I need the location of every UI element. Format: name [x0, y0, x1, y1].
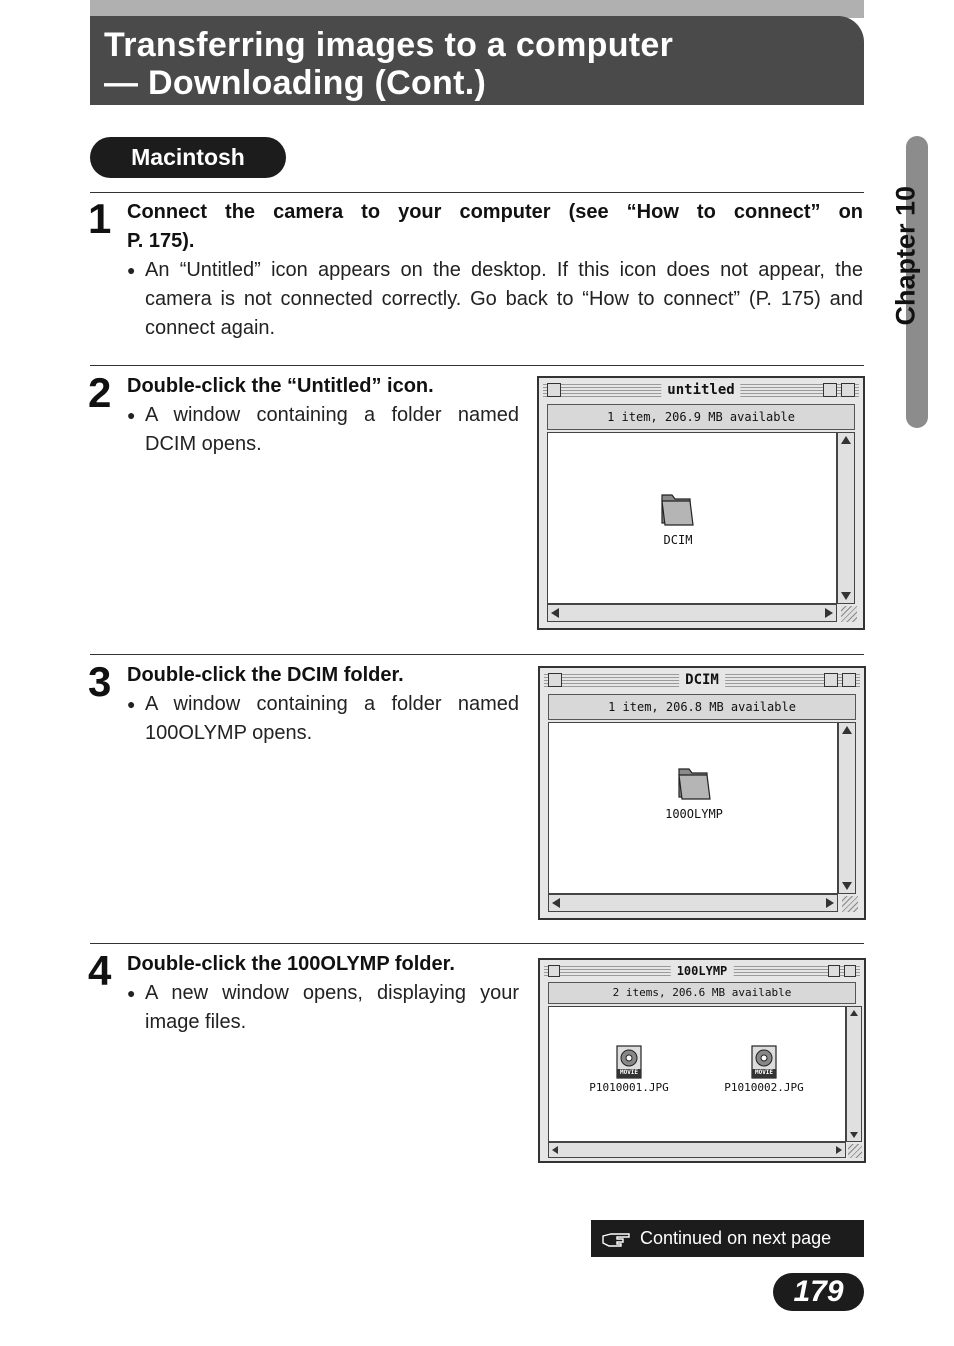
file-badge: MOVIE: [619, 1069, 639, 1076]
horizontal-scrollbar[interactable]: [548, 1142, 846, 1158]
step-heading-line1: Connect the camera to your computer (see “How to connect” on: [127, 201, 863, 223]
window-title: DCIM: [679, 671, 725, 689]
horizontal-scrollbar[interactable]: [548, 894, 838, 912]
vertical-scrollbar[interactable]: [846, 1006, 862, 1142]
finder-window-untitled[interactable]: [537, 376, 865, 630]
resize-grip-icon[interactable]: [841, 606, 857, 622]
close-box-icon[interactable]: [547, 383, 561, 397]
scroll-up-arrow-icon[interactable]: [840, 435, 852, 445]
window-title: 100LYMP: [671, 964, 734, 978]
window-content: [547, 432, 837, 604]
pointing-hand-icon: [601, 1228, 633, 1248]
page-number: 179: [773, 1273, 864, 1311]
step-bullet: [127, 690, 519, 748]
step-number: 2: [88, 369, 110, 416]
file-label: P1010002.JPG: [724, 1081, 804, 1094]
resize-grip-icon[interactable]: [842, 896, 858, 912]
finder-window-dcim[interactable]: [538, 666, 866, 920]
window-content: [548, 1006, 846, 1142]
step-number: 1: [88, 195, 110, 242]
file-label: P1010001.JPG: [589, 1081, 669, 1094]
scroll-up-arrow-icon[interactable]: [841, 725, 853, 735]
bullet-dot-icon: ●: [127, 262, 136, 278]
step-bullet-text: An “Untitled” icon appears on the desktop. If this icon does not appear, the camera is not connected correctly. Go back to “How to connect” (P. 175) and connect again.: [145, 259, 863, 339]
window-info-bar: 2 items, 206.6 MB available: [548, 982, 856, 1004]
step-heading: Double-click the DCIM folder.: [127, 664, 404, 686]
scroll-down-arrow-icon[interactable]: [849, 1131, 859, 1139]
page-title-line1: Transferring images to a computer: [104, 26, 674, 64]
window-content: [548, 722, 838, 894]
scroll-right-arrow-icon[interactable]: [835, 1145, 843, 1155]
scroll-left-arrow-icon[interactable]: [551, 1145, 559, 1155]
continued-text: Continued on next page: [640, 1228, 832, 1248]
collapse-box-icon[interactable]: [842, 673, 856, 687]
window-titlebar[interactable]: [543, 382, 859, 398]
zoom-box-icon[interactable]: [824, 673, 838, 687]
continued-banner: [591, 1220, 864, 1257]
folder-icon[interactable]: [677, 765, 711, 801]
divider: [90, 654, 864, 655]
section-label: Macintosh: [90, 137, 286, 178]
vertical-scrollbar[interactable]: [837, 432, 855, 604]
scroll-down-arrow-icon[interactable]: [841, 881, 853, 891]
step-bullet: [127, 979, 519, 1037]
chapter-label: Chapter 10: [890, 185, 921, 326]
page-title-line2: — Downloading (Cont.): [104, 64, 487, 102]
file-badge: MOVIE: [754, 1069, 774, 1076]
step-number: 3: [88, 658, 110, 705]
page-title: [104, 26, 844, 102]
horizontal-scrollbar[interactable]: [547, 604, 837, 622]
collapse-box-icon[interactable]: [844, 965, 856, 977]
scroll-right-arrow-icon[interactable]: [825, 897, 835, 909]
collapse-box-icon[interactable]: [841, 383, 855, 397]
step-bullet-text: A window containing a folder named 100OLYMP opens.: [145, 693, 519, 744]
scroll-down-arrow-icon[interactable]: [840, 591, 852, 601]
step-number: 4: [88, 947, 110, 994]
scroll-up-arrow-icon[interactable]: [849, 1009, 859, 1017]
finder-window-100olymp[interactable]: [538, 958, 866, 1163]
divider: [90, 192, 864, 193]
close-box-icon[interactable]: [548, 965, 560, 977]
window-titlebar[interactable]: [544, 672, 860, 688]
step-bullet-text: A window containing a folder named DCIM opens.: [145, 404, 519, 455]
step-heading: [127, 198, 863, 256]
step-bullet: [127, 401, 519, 459]
folder-icon[interactable]: [660, 491, 694, 527]
window-titlebar[interactable]: [544, 964, 860, 978]
zoom-box-icon[interactable]: [823, 383, 837, 397]
divider: [90, 943, 864, 944]
scroll-right-arrow-icon[interactable]: [824, 607, 834, 619]
scroll-left-arrow-icon[interactable]: [551, 897, 561, 909]
window-title: untitled: [661, 381, 740, 399]
vertical-scrollbar[interactable]: [838, 722, 856, 894]
step-heading-line2: P. 175).: [127, 230, 195, 252]
folder-label: DCIM: [663, 533, 693, 547]
folder-label: 100OLYMP: [665, 807, 723, 821]
bullet-dot-icon: ●: [127, 985, 136, 1001]
chapter-label-wrap: [876, 180, 936, 340]
step-bullet: [127, 256, 863, 343]
zoom-box-icon[interactable]: [828, 965, 840, 977]
scroll-left-arrow-icon[interactable]: [550, 607, 560, 619]
step-heading: Double-click the 100OLYMP folder.: [127, 953, 455, 975]
window-info-bar: 1 item, 206.8 MB available: [548, 694, 856, 720]
step-bullet-text: A new window opens, displaying your image files.: [145, 982, 519, 1033]
close-box-icon[interactable]: [548, 673, 562, 687]
bullet-dot-icon: ●: [127, 696, 136, 712]
divider: [90, 365, 864, 366]
window-info-bar: 1 item, 206.9 MB available: [547, 404, 855, 430]
step-heading: Double-click the “Untitled” icon.: [127, 375, 434, 397]
resize-grip-icon[interactable]: [848, 1144, 862, 1158]
bullet-dot-icon: ●: [127, 407, 136, 423]
page-header: [90, 16, 864, 105]
